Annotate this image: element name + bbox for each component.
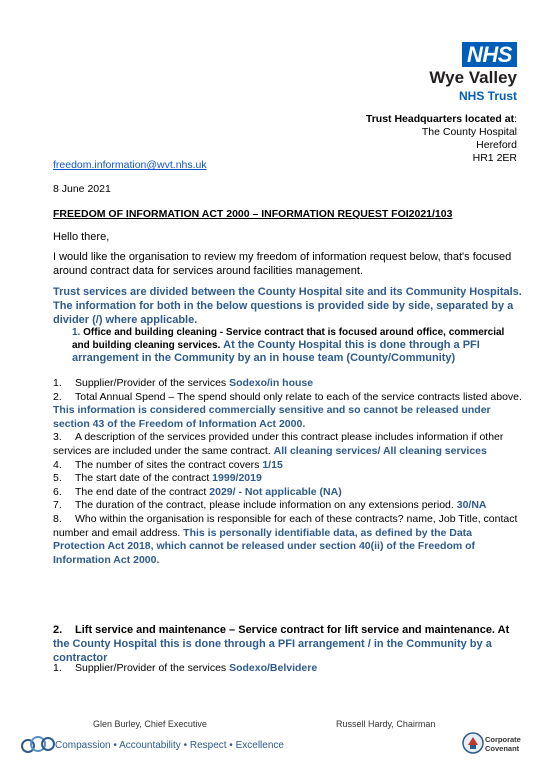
trust-values: Compassion • Accountability • Respect • Excellence xyxy=(55,740,284,751)
section-2-list xyxy=(53,662,523,676)
section-1-heading xyxy=(72,326,522,365)
list-item: 2. Total Annual Spend – The spend should only relate to each of the service contracts listed above. This information is considered commercially sensitive and so cannot be released under section 43 of the Freedom of Information Act 2000. xyxy=(53,390,522,430)
list-item: 7. The duration of the contract, please include information on any extensions period. 30/NA xyxy=(53,499,487,512)
section-1-number: 1. xyxy=(72,327,81,338)
section-2-heading xyxy=(53,623,523,665)
section-1-list xyxy=(53,377,523,567)
intro-paragraph: I would like the organisation to review my freedom of information request below, that's focused around contract data for services around facilities management. xyxy=(53,251,512,277)
hq-label: Trust Headquarters located at xyxy=(365,113,515,125)
section-1-answer: At the County Hospital this is done through a PFI arrangement in the Community by an in house team (County/Community) xyxy=(72,339,480,364)
section-1-title-end: . xyxy=(217,340,221,351)
nhs-logo: NHS xyxy=(462,42,517,67)
org-subtitle: NHS Trust xyxy=(458,89,517,103)
trust-note: Trust services are divided between the County Hospital site and its Community Hospitals. The information for both in the below questions is provided side by side, separated by a divider (/) where applicable. xyxy=(53,286,522,326)
list-item: 1. Supplier/Provider of the services Sodexo/Belvidere xyxy=(53,662,318,674)
list-item: 4. The number of sites the contract covers 1/15 xyxy=(53,458,283,471)
address-line-1: The County Hospital xyxy=(421,126,517,138)
section-2-number: 2. xyxy=(53,624,63,636)
ceo-name: Glen Burley, Chief Executive xyxy=(93,719,207,729)
email-link[interactable]: freedom.information@wvt.nhs.uk xyxy=(53,159,207,171)
values-logo-icon xyxy=(20,732,56,756)
list-item: 1. Supplier/Provider of the services Sodexo/in house xyxy=(53,377,314,389)
list-item: 3. A description of the services provided under this contract please includes information if other services are included under the same contract. All cleaning services/ All cleaning services xyxy=(53,431,504,457)
hq-address xyxy=(366,113,517,165)
chair-name: Russell Hardy, Chairman xyxy=(336,719,436,729)
letter-date: 8 June 2021 xyxy=(53,183,111,195)
section-2-title: Lift service and maintenance – Service contract for lift service and maintenance. At xyxy=(75,624,510,636)
subject-line: FREEDOM OF INFORMATION ACT 2000 – INFORMATION REQUEST FOI2021/103 xyxy=(53,208,453,220)
list-item: 8. Who within the organisation is responsible for each of these contracts? name, Job Title, contact number and email address. This is personally identifiable data, as defined by the Data Protection Act 2018, which cannot be released under section 40(ii) of the Freedom of Information Act 2000. xyxy=(53,512,518,566)
address-line-3: HR1 2ER xyxy=(472,152,517,164)
org-name: Wye Valley xyxy=(429,68,517,87)
hq-colon: : xyxy=(514,113,517,125)
corporate-covenant-label: Corporate Covenant xyxy=(485,735,521,753)
list-item: 5. The start date of the contract 1999/2019 xyxy=(53,472,262,485)
section-2-answer: the County Hospital this is done through a PFI arrangement / in the Community by a contractor xyxy=(53,638,492,664)
greeting: Hello there, xyxy=(53,231,110,243)
address-line-2: Hereford xyxy=(476,139,517,151)
corporate-covenant-icon xyxy=(462,731,484,755)
list-item: 6. The end date of the contract 2029/ - Not applicable (NA) xyxy=(53,485,342,498)
section-1-title: Office and building cleaning - Service contract that is focused around office, commercial and building cleaning services xyxy=(72,327,505,351)
